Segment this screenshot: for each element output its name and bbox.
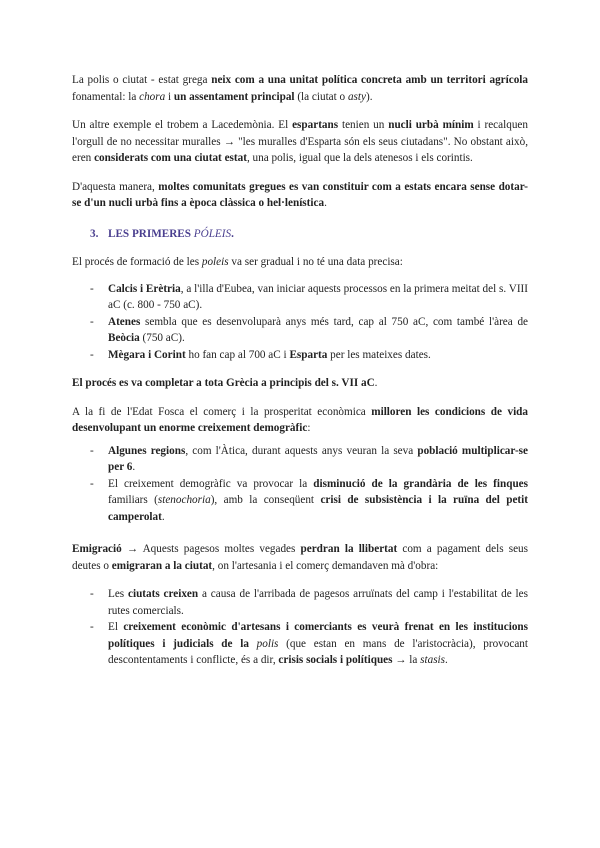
list-demography [72, 443, 528, 526]
paragraph-polis-definition: La polis o ciutat - estat grega neix com a una unitat política concreta amb un territori agrícola fonamental: la chora i un assentament principal (la ciutat o asty). [72, 74, 528, 103]
document-page [72, 72, 528, 669]
paragraph-formation: El procés de formació de les poleis va ser gradual i no té una data precisa: [72, 256, 403, 268]
paragraph-completion: El procés es va completar a tota Grècia a principis del s. VII aC. [72, 377, 378, 389]
paragraph-dark-age: A la fi de l'Edat Fosca el comerç i la prosperitat econòmica milloren les condicions de vida desenvolupant un enorme creixement demogràfic: [72, 405, 528, 434]
list-cities-growth [72, 586, 528, 669]
list-item: - El creixement econòmic d'artesans i comerciants es veurà frenat en les institucions polítiques i judicials de la polis (que estan en mans de l'aristocràcia), provocant descontentaments i conflicte, és a dir, crisis socials i polítiques → la stasis. [72, 619, 528, 669]
list-item: - Calcis i Erètria, a l'illa d'Eubea, van iniciar aquests processos en la primera meitat del s. VIII aC (c. 800 - 750 aC). [72, 281, 528, 314]
list-item: - El creixement demogràfic va provocar la disminució de la grandària de les finques familiars (stenochoria), amb la conseqüent crisi de subsistència i la ruïna del petit camperolat. [72, 476, 528, 526]
list-item: - Atenes sembla que es desenvoluparà anys més tard, cap al 750 aC, com també l'àrea de Beòcia (750 aC). [72, 314, 528, 347]
section-title-italic: PÓLEIS [193, 227, 232, 240]
list-item: - Mègara i Corint ho fan cap al 700 aC i Esparta per les mateixes dates. [72, 347, 528, 364]
section-title: LES PRIMERES [108, 227, 194, 240]
list-item: - Algunes regions, com l'Àtica, durant aquests anys veuran la seva població multiplicar-se per 6. [72, 443, 528, 476]
paragraph-lacedemonia: Un altre exemple el trobem a Lacedemònia. El espartans tenien un nucli urbà mínim i recalquen l'orgull de no necessitar muralles → "les muralles d'Esparta són els seus ciutadans". No obstant això, eren considerats com una ciutat estat, una polis, igual que la dels atenesos i els corintis. [72, 119, 528, 164]
list-item: - Les ciutats creixen a causa de l'arribada de pagesos arruïnats del camp i l'estabilitat de les rutes comercials. [72, 586, 528, 619]
paragraph-emigration: Emigració → Aquests pagesos moltes vegades perdran la llibertat com a pagament dels seus deutes o emigraran a la ciutat, on l'artesania i el comerç demandaven mà d'obra: [72, 543, 528, 572]
section-number: 3. [90, 227, 99, 240]
paragraph-communities: D'aquesta manera, moltes comunitats gregues es van constituir com a estats encara sense dotar-se d'un nucli urbà fins a època clàssica o hel·lenística. [72, 180, 528, 209]
section-heading: 3. LES PRIMERES PÓLEIS. [72, 226, 528, 243]
list-cities [72, 281, 528, 364]
